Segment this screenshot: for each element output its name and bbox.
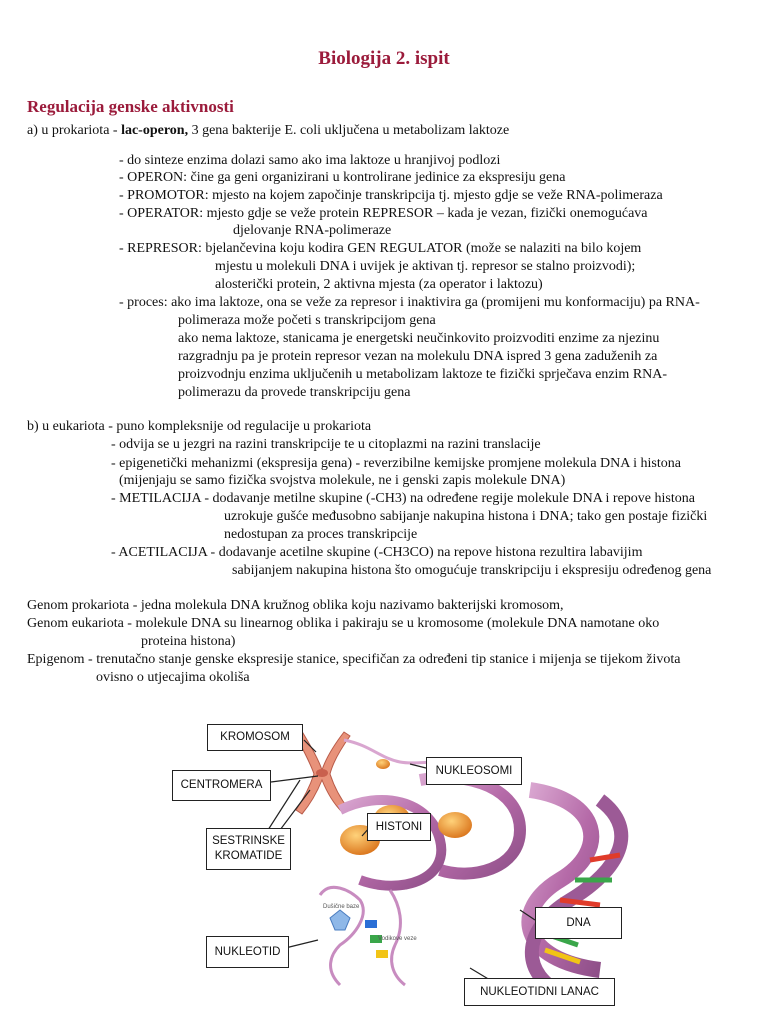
euk-line: uzrokuje gušće međusobno sabijanje nakupina histona i DNA; tako gen postaje fizički xyxy=(224,509,708,524)
euk-line: (mijenjaju se samo fizička svojstva molekule, ne i genski zapis molekule DNA) xyxy=(119,473,566,488)
label-sestrinske-kromatide: SESTRINSKE KROMATIDE xyxy=(206,828,291,870)
label-nukleotidni-lanac: NUKLEOTIDNI LANAC xyxy=(464,978,615,1006)
dna-helix xyxy=(529,790,621,995)
genom-line: Epigenom - trenutačno stanje genske ekspresije stanice, specifičan za određeni tip stanice i mijenja se tijekom života xyxy=(27,652,681,667)
prok-line: alosterički protein, 2 aktivna mjesta (za operator i laktozu) xyxy=(215,277,543,292)
genom-line: Genom prokariota - jedna molekula DNA kružnog oblika koju nazivamo bakterijski kromosom, xyxy=(27,598,564,613)
intro-lac-operon: lac-operon, xyxy=(121,123,189,138)
page-title: Biologija 2. ispit xyxy=(318,48,450,69)
inner-label-vodikove: Vodikove veze xyxy=(378,936,417,942)
euk-line: - epigenetički mehanizmi (ekspresija gena) - reverzibilne kemijske promjene molekula DNA i histona xyxy=(111,456,681,471)
genom-line: ovisno o utjecajima okoliša xyxy=(96,670,250,685)
prok-line: - OPERON: čine ga geni organizirani u kontrolirane jedinice za ekspresiju gena xyxy=(119,170,566,185)
label-centromera: CENTROMERA xyxy=(172,770,271,801)
prok-line: razgradnju pa je protein represor vezan na molekulu DNA ispred 3 gena zaduženih za xyxy=(178,349,658,364)
euk-line: - odvija se u jezgri na razini transkripcije te u citoplazmi na razini translacije xyxy=(111,437,541,452)
label-nukleosomi: NUKLEOSOMI xyxy=(426,757,522,785)
prok-line: - PROMOTOR: mjesto na kojem započinje transkripcija tj. mjesto gdje se veže RNA-polimeraza xyxy=(119,188,663,203)
prok-line: ako nema laktoze, stanicama je energetski neučinkovito proizvoditi enzime za njezinu xyxy=(178,331,660,346)
intro-suffix: 3 gena bakterije E. coli uključena u metabolizam laktoze xyxy=(188,123,510,138)
prok-line: - proces: ako ima laktoze, ona se veže za represor i inaktivira ga (promijeni mu konformaciju) pa RNA- xyxy=(119,295,700,310)
label-histoni: HISTONI xyxy=(367,813,431,841)
prok-line: - REPRESOR: bjelančevina koju kodira GEN REGULATOR (može se nalaziti na bilo kojem xyxy=(119,241,642,256)
prok-line: djelovanje RNA-polimeraze xyxy=(233,223,392,238)
prok-line: polimeraza može početi s transkripcijom gena xyxy=(178,313,436,328)
inner-label-dusicne: Dušične baze xyxy=(323,904,360,910)
intro-prefix: a) u prokariota - xyxy=(27,123,122,138)
label-nukleotid: NUKLEOTID xyxy=(206,936,289,968)
genom-line: Genom eukariota - molekule DNA su linearnog oblika i pakiraju se u kromosome (molekule DNA namotane oko xyxy=(27,616,660,631)
prok-line: - OPERATOR: mjesto gdje se veže protein REPRESOR – kada je vezan, fizički onemogućava xyxy=(119,206,648,221)
prok-line: mjestu u molekuli DNA i uvijek je aktivan tj. represor se stalno proizvodi); xyxy=(215,259,636,274)
euk-line: - ACETILACIJA - dodavanje acetilne skupine (-CH3CO) na repove histona rezultira labavijim xyxy=(111,545,643,560)
prok-line: - do sinteze enzima dolazi samo ako ima laktoze u hranjivoj podlozi xyxy=(119,153,501,168)
label-dna: DNA xyxy=(535,907,622,939)
euk-line: sabijanjem nakupina histona što omogućuje transkripciju i ekspresiju određenog gena xyxy=(232,563,712,578)
euk-line: - METILACIJA - dodavanje metilne skupine (-CH3) na određene regije molekule DNA i repove histona xyxy=(111,491,695,506)
genom-line: proteina histona) xyxy=(141,634,236,649)
euk-line: b) u eukariota - puno kompleksnije od regulacije u prokariota xyxy=(27,419,372,434)
label-kromosom: KROMOSOM xyxy=(207,724,303,751)
prok-line: proizvodnju enzima uključenih u metabolizam laktoze te fizički sprječava enzim RNA- xyxy=(178,367,668,382)
euk-line: nedostupan za proces transkripcije xyxy=(224,527,418,542)
prok-line: polimerazu da provede transkripciju gena xyxy=(178,385,411,400)
section-heading: Regulacija genske aktivnosti xyxy=(27,97,234,116)
